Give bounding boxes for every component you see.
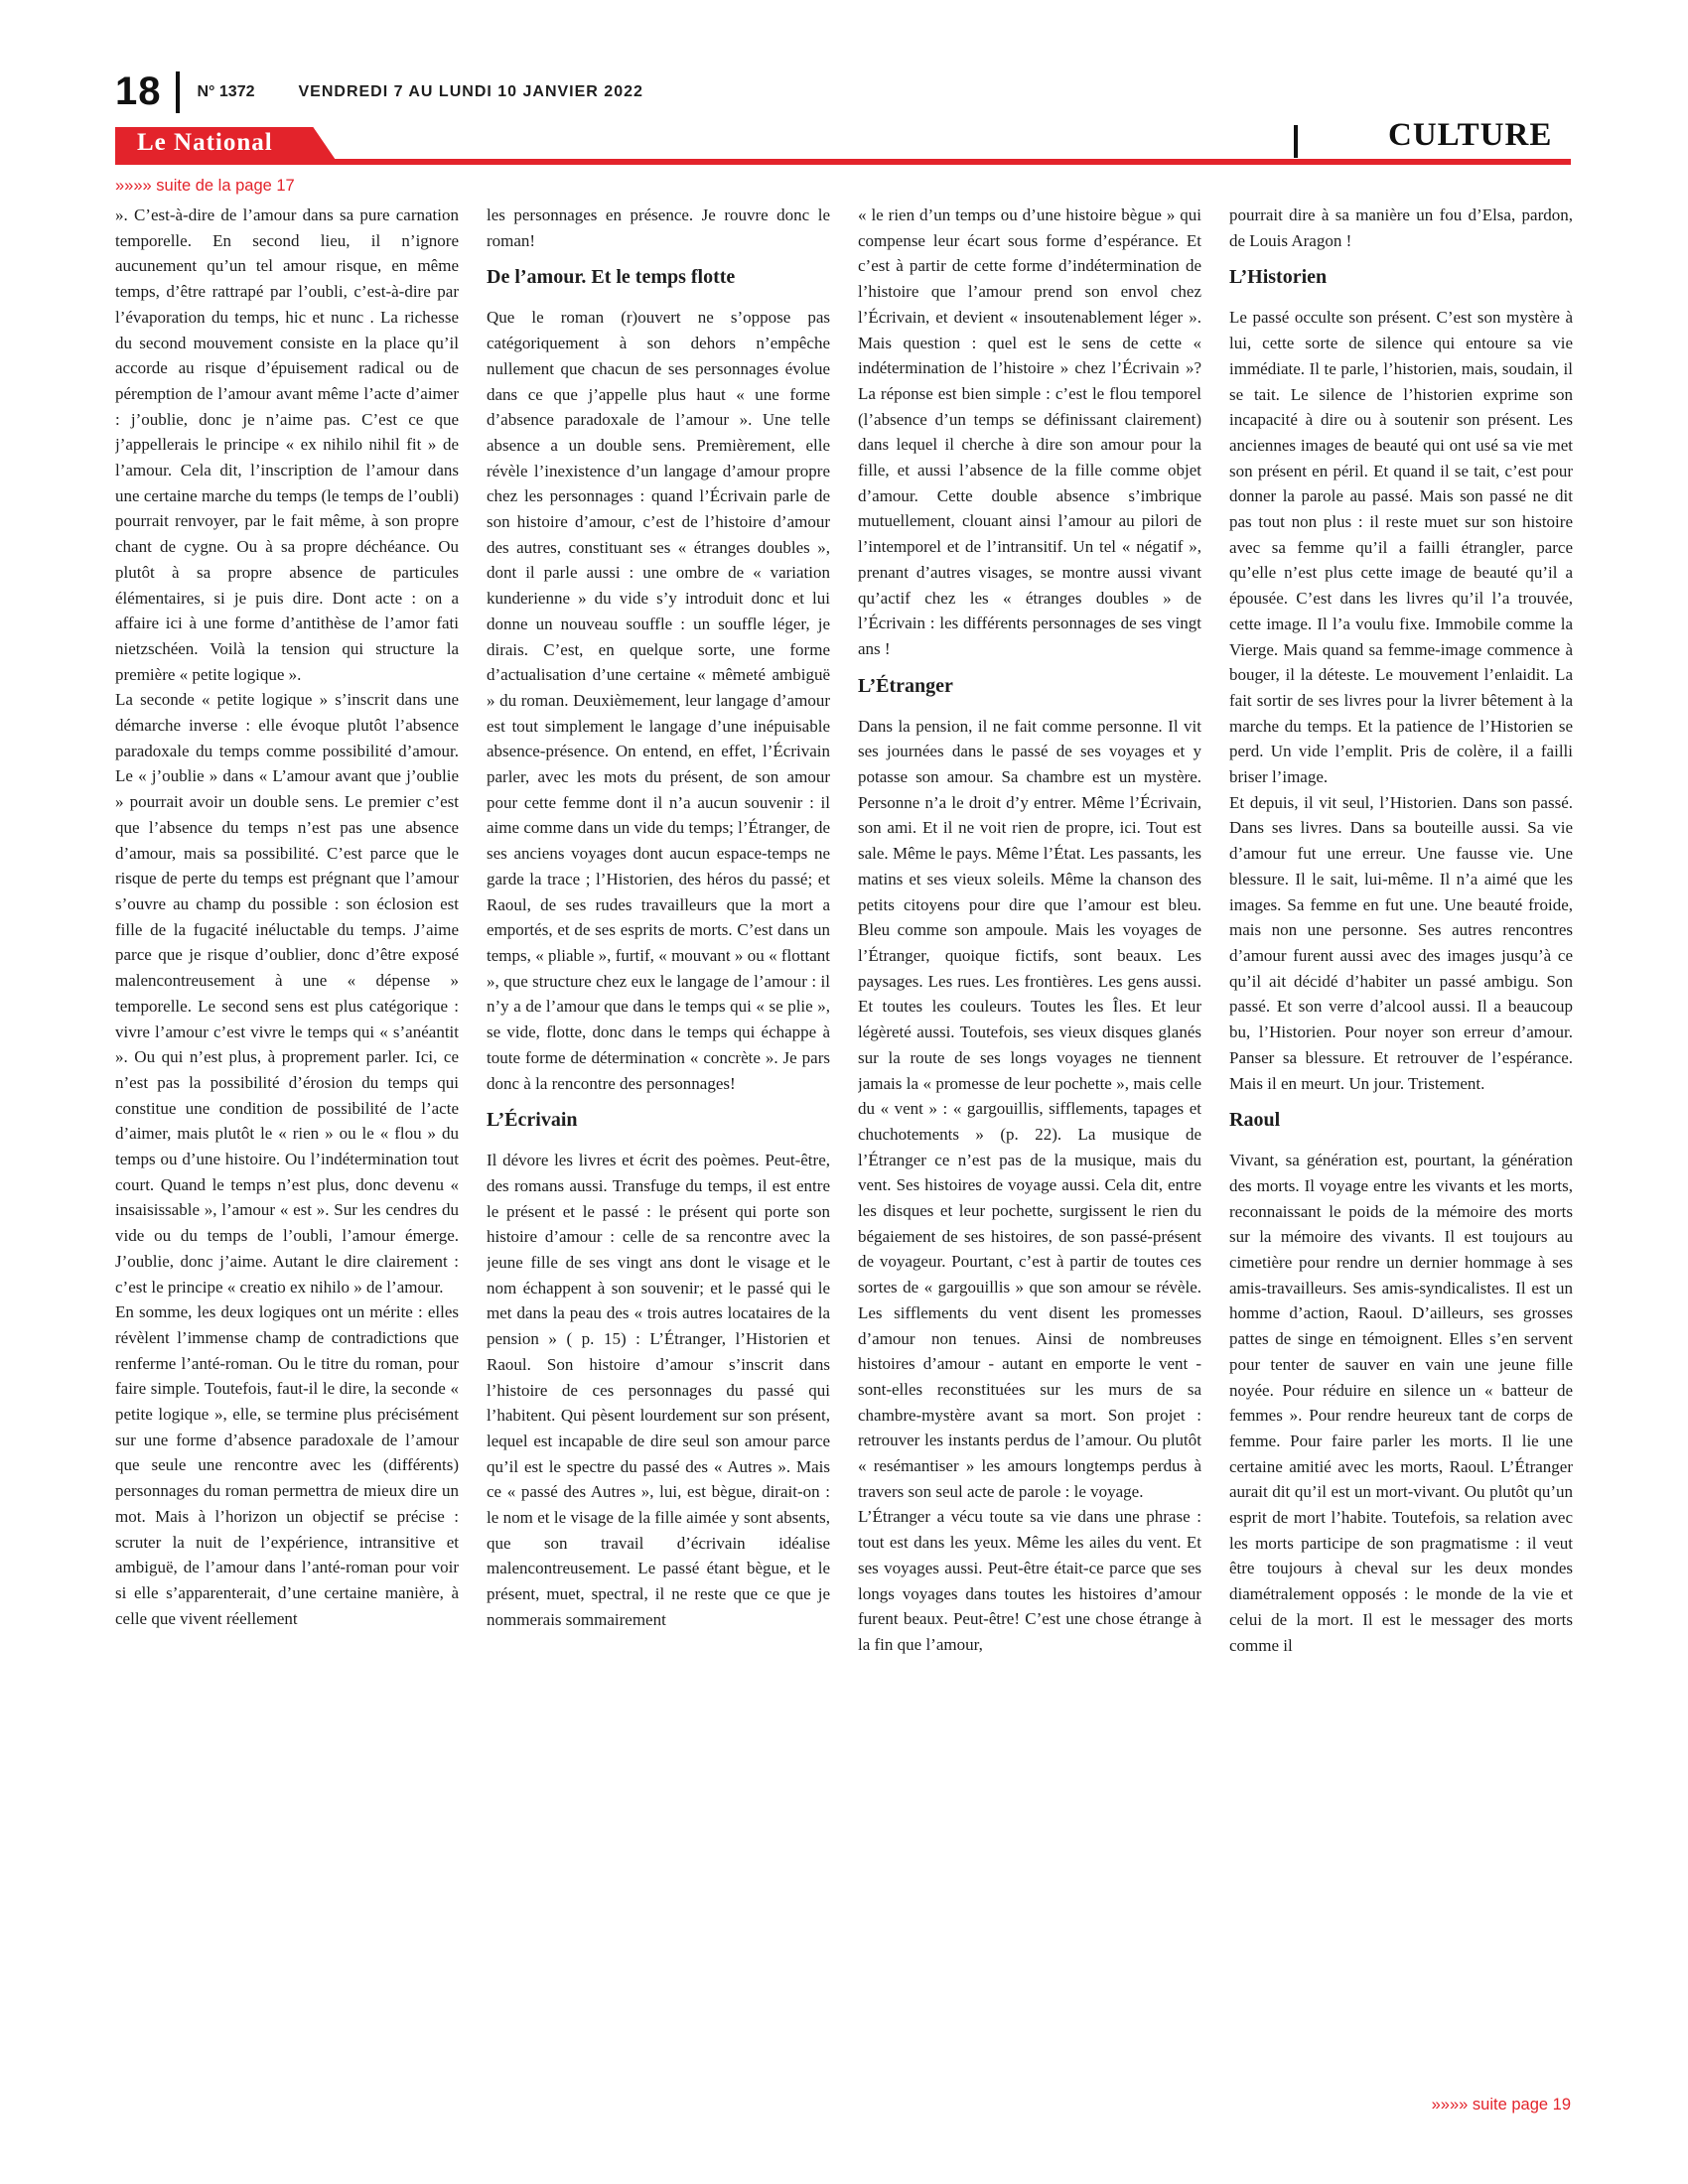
paragraph: L’Étranger a vécu toute sa vie dans une phrase : tout est dans les yeux. Même les ailes du vent. Et ses voyages aussi. Peut-être était-ce parce que ses longs voyages dans toutes les histoires d’amour furent beaux. Peut-être! C’est une chose étrange à la fin que l’amour, [858,1507,1201,1654]
article-column-4 [1229,203,1573,2059]
article-column-1 [115,203,459,2059]
paragraph: Il dévore les livres et écrit des poèmes. Peut-être, des romans aussi. Transfuge du temps, il est entre le présent et le passé : le présent qui porte son histoire d’amour : celle de sa rencontre avec la jeune fille de ses vingt ans dont le visage et le nom échappent à son souvenir; et le passé qui le met dans la peau des « trois autres locataires de la pension » ( p. 15) : L’Étranger, l’Historien et Raoul. Son histoire d’amour s’inscrit dans l’histoire de ces personnages du passé qui l’habitent. Qui pèsent lourdement sur son présent, lequel est incapable de dire seul son amour parce qu’il est le spectre du passé des « Autres ». Mais ce « passé des Autres », lui, est bègue, dirait-on : le nom et le visage de la fille aimée y sont absents, que son travail d’écrivain idéalise malencontreusement. Le passé étant bègue, et le présent, muet, spectral, il ne reste que ce que je nommerais sommairement [487,1151,830,1629]
section-title: CULTURE [1388,117,1553,153]
paragraph: pourrait dire à sa manière un fou d’Elsa, pardon, de Louis Aragon ! [1229,205,1573,250]
article-column-2 [487,203,830,2059]
subheading: L’Étranger [858,674,953,697]
brand-logo: Le National [137,129,273,156]
subheading: Raoul [1229,1109,1281,1132]
article-column-3 [858,203,1201,2059]
paragraph: Vivant, sa génération est, pourtant, la génération des morts. Il voyage entre les vivants et les morts, reconnaissant le poids de la mémoire des morts sur la mémoire des vivants. Il est toujours au cimetière pour rendre un dernier hommage à ses amis-travailleurs. Ses amis-syndicalistes. Il est un homme d’action, Raoul. D’ailleurs, ses grosses pattes de singe en témoignent. Elles s’en servent pour tenter de sauver en vain une jeune fille noyée. Pour réduire en silence un « batteur de femmes ». Pour rendre heureux tant de corps de femme. Pour faire parler les morts. Il lie une certaine amitié avec les morts, Raoul. L’Étranger aurait dit qu’il est un mort-vivant. Ou plutôt qu’un esprit de mort l’habite. Toutefois, sa relation avec les morts participe de son pragmatisme : il veut être toujours à cheval sur les deux mondes diamétralement opposés : le monde de la vie et celui de la mort. Il est le messager des morts comme il [1229,1151,1573,1655]
subheading: L’Écrivain [487,1109,578,1132]
paragraph: La seconde « petite logique » s’inscrit dans une démarche inverse : elle évoque plutôt l’absence paradoxale du temps comme possibilité d’amour. Le « j’oublie » dans « L’amour avant que j’oublie » pourrait avoir un double sens. Le premier c’est que l’absence du temps n’est pas une absence d’amour, mais sa possibilité. C’est parce que le risque de perte du temps est prégnant que l’amour s’ouvre au champ du possible : son éclosion est fille de la fugacité inéluctable du temps. J’aime parce que je risque d’oublier, donc d’être exposé malencontreusement à une « dépense » temporelle. Le second sens est plus catégorique : vivre l’amour c’est vivre le temps qui « s’anéantit ». Ou qui n’est plus, à proprement parler. Ici, ce n’est pas la possibilité d’érosion du temps qui constitue une condition de possibilité de l’acte d’aimer, mais plutôt le « rien » ou le « flou » du temps ou d’une histoire. Ou l’indétermination tout court. Quand le temps n’est plus, donc devenu « insaisissable », l’amour « est ». Sur les cendres du vide ou du temps de l’oubli, l’amour émerge. J’oublie, donc j’aime. Autant le dire clairement : c’est le principe « creatio ex nihilo » de l’amour. [115,690,459,1297]
subheading: De l’amour. Et le temps flotte [487,266,736,289]
subheading: L’Historien [1229,266,1328,289]
masthead [115,69,643,114]
paragraph: ». C’est-à-dire de l’amour dans sa pure carnation temporelle. En second lieu, il n’ignore aucunement qu’un tel amour risque, en même temps, d’être rattrapé par l’oubli, c’est-à-dire par l’évaporation du temps, hic et nunc . La richesse du second mouvement consiste en la place qu’il accorde au risque d’épuisement radical ou de péremption de l’amour avant même l’acte d’aimer : j’oublie, donc je n’aime pas. C’est ce que j’appellerais le principe « ex nihilo nihil fit » de l’amour. Cela dit, l’inscription de l’amour dans une certaine marche du temps (le temps de l’oubli) pourrait renvoyer, par le fait même, à son propre chant de cygne. Ou à sa propre déchéance. Ou plutôt à sa propre absence de particules élémentaires, si je puis dire. Dont acte : on a affaire ici à une forme d’antithèse de l’amor fati nietzschéen. Voilà la tension qui structure la première « petite logique ». [115,205,459,684]
masthead-divider [176,71,180,113]
paragraph: Le passé occulte son présent. C’est son mystère à lui, cette sorte de silence qui entoure sa vie immédiate. Il te parle, l’historien, mais, soudain, il se tait. Le silence de l’historien exprime son incapacité à dire ou à soutenir son présent. Les anciennes images de beauté qui ont usé sa vie met son présent en péril. Et quand il se tait, c’est pour donner la parole au passé. Mais son passé ne dit pas tout non plus : il reste muet sur son histoire avec sa femme qu’il a failli étrangler, parce qu’elle n’est plus cette image de beauté qu’il a épousée. C’est dans les livres qu’il l’a trouvée, cette image. Il l’a voulu fixe. Immobile comme la Vierge. Mais quand sa femme-image commence à bouger, il la déteste. Le mouvement l’enlaidit. La fait sortir de ses livres pour la livrer bêtement à la marche du temps. Et la patience de l’Historien se perd. Un vide l’emplit. Pris de colère, il a failli briser l’image. [1229,308,1573,787]
paragraph: Dans la pension, il ne fait comme personne. Il vit ses journées dans le passé de ses voyages et y potasse son amour. Sa chambre est un mystère. Personne n’a le droit d’y entrer. Même l’Écrivain, son ami. Et il ne voit rien de propre, ici. Tout est sale. Même le pays. Même l’État. Les passants, les matins et ses vieux soleils. Même la chanson des petits citoyens pour dire que l’amour est bleu. Bleu comme son ampoule. Mais les voyages de l’Étranger, quoique fictifs, sont beaux. Les paysages. Les rues. Les frontières. Les gens aussi. Et toutes les couleurs. Toutes les Îles. Et leur légèreté aussi. Toutefois, ses vieux disques glanés sur la route de ses longs voyages ne tiennent jamais la « promesse de leur pochette », mais celle du « vent » : « gargouillis, sifflements, tapages et chuchotements » (p. 22). La musique de l’Étranger ce n’est pas de la musique, mais du vent. Ses histoires de voyage aussi. Cela dit, entre les disques et leur pochette, surgissent le rien du bégaiement de ses histoires, de son passé-présent de voyageur. Pourtant, c’est à partir de toutes ces sortes de « gargouillis » que son amour se révèle. Les sifflements du vent disent les promesses d’amour non tenues. Ainsi de nombreuses histoires d’amour - autant en emporte le vent - sont-elles reconstituées sur les murs de sa chambre-mystère avant sa mort. Son projet : retrouver les instants perdus de l’amour. Ou plutôt « resémantiser » les amours longtemps perdus à travers son seul acte de parole : le voyage. [858,716,1201,1501]
continued-to: »»»» suite page 19 [1431,2096,1571,2114]
section-divider [1294,125,1298,158]
page-number: 18 [115,69,162,113]
paragraph: Et depuis, il vit seul, l’Historien. Dans son passé. Dans ses livres. Dans sa bouteille aussi. Sa vie d’amour fut une erreur. Une fausse vie. Une blessure. Il le sait, lui-même. Il n’a aimé que les images. Sa femme en fut une. Une beauté froide, mais non une personne. Ses autres rencontres d’amour furent aussi avec des images jusqu’à ce qu’il ait décidé d’habiter un passé ambigu. Son passé. Et son verre d’alcool aussi. Il a beaucoup bu, l’Historien. Pour noyer son erreur d’amour. Panser sa blessure. Et retrouver de l’espérance. Mais il en meurt. Un jour. Tristement. [1229,792,1573,1093]
continued-from: »»»» suite de la page 17 [115,177,295,195]
header-rule [115,159,1571,165]
paragraph: les personnages en présence. Je rouvre donc le roman! [487,205,830,250]
issue-number: N° 1372 [197,82,255,100]
paragraph: « le rien d’un temps ou d’une histoire bègue » qui compense leur écart sous forme d’espérance. Et c’est à partir de cette forme d’indétermination de l’histoire que l’amour prend son envol chez l’Écrivain, et devient « insoutenablement léger ». Mais question : quel est le sens de cette « indétermination de l’histoire » chez l’Écrivain »? La réponse est bien simple : c’est le flou temporel (l’absence d’un temps se définissant clairement) dans lequel il cherche à dire son amour pour la fille, et aussi l’absence de la fille comme objet d’amour. Cette double absence s’imbrique mutuellement, clouant ainsi l’amour au pilori de l’intemporel et de l’intransitif. Un tel « négatif », prenant d’autres visages, se montre aussi vivant qu’actif chez les « étranges doubles » de l’Écrivain : les différents personnages de ses vingt ans ! [858,205,1201,658]
issue-date: VENDREDI 7 AU LUNDI 10 JANVIER 2022 [298,82,643,100]
paragraph: En somme, les deux logiques ont un mérite : elles révèlent l’immense champ de contradictions que renferme l’anté-roman. Ou le titre du roman, pour faire simple. Toutefois, faut-il le dire, la seconde « petite logique », elle, se termine plus précisément sur une forme d’absence paradoxale de l’amour que seule une rencontre avec les (différents) personnages du roman permettra de mieux dire un mot. Mais à l’horizon un objectif se précise : scruter la nuit de l’expérience, intransitive et ambiguë, de l’amour dans l’anté-roman pour voir si elle s’apparenterait, d’une certaine manière, à celle que vivent réellement [115,1302,459,1628]
paragraph: Que le roman (r)ouvert ne s’oppose pas catégoriquement à son dehors n’empêche nullement que chacun de ses personnages évolue dans ce que j’appelle plus haut « une forme d’absence paradoxale de l’amour ». Une telle absence a un double sens. Premièrement, elle révèle l’inexistence d’un langage d’amour propre chez les personnages : quand l’Écrivain parle de son histoire d’amour, c’est de l’histoire d’amour des autres, constituant ses « étranges doubles », dont il parle aussi : une ombre de « variation kunderienne » du vide s’y introduit donc et lui donne un nouveau souffle : un souffle léger, je dirais. C’est, en quelque sorte, une forme d’actualisation d’une certaine « mêmeté ambiguë » du roman. Deuxièmement, leur langage d’amour est tout simplement le langage d’une inépuisable absence-présence. On entend, en effet, l’Écrivain parler, avec les mots du présent, de son amour pour cette femme dont il n’a aucun souvenir : il aime comme dans un vide du temps; l’Étranger, de ses anciens voyages dont aucun espace-temps ne garde la trace ; l’Historien, des héros du passé; et Raoul, de ses rudes travailleurs que la mort a emportés, et de ses esprits de morts. C’est dans un temps, « pliable », furtif, « mouvant » ou « flottant », que structure chez eux le langage de l’amour : il n’y a de l’amour que dans le temps qui « se plie », se vide, flotte, donc dans le temps qui échappe à toute forme de détermination « concrète ». Je pars donc à la rencontre des personnages! [487,308,830,1093]
